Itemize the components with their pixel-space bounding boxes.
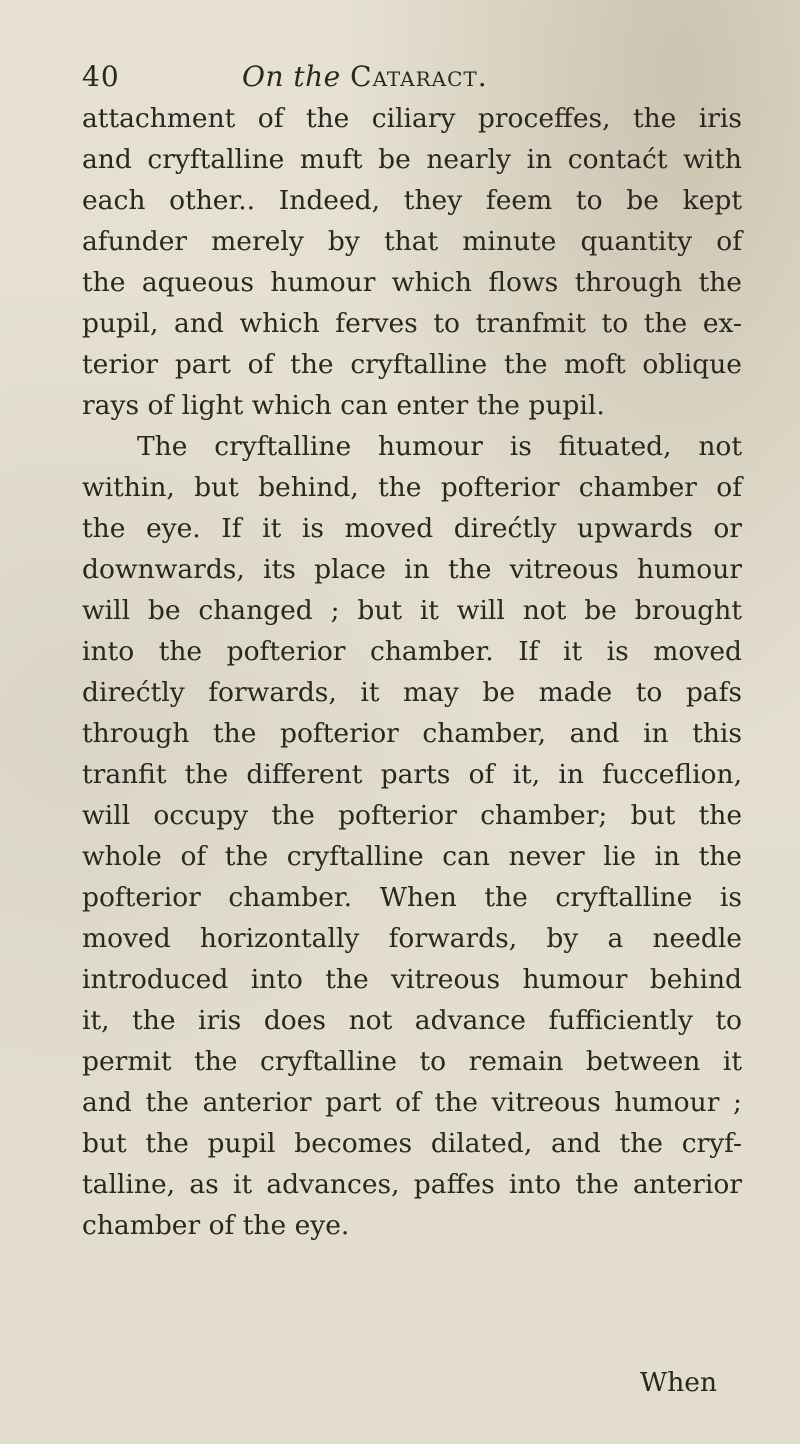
text-line: pofterior chamber. When the cryftalline is [82,882,742,913]
running-head [242,60,488,93]
text-line: The cryftalline humour is fituated, not [137,431,742,462]
page-header [82,60,742,100]
text-line: into the pofterior chamber. If it is moved [82,636,742,667]
page-number: 40 [82,60,120,93]
text-line: pupil, and which ferves to tranfmit to the ex- [82,308,742,339]
text-line: terior part of the cryftalline the moft oblique [82,349,742,380]
text-line: permit the cryftalline to remain between it [82,1046,742,1077]
text-line: whole of the cryftalline can never lie in the [82,841,742,872]
body-text [82,98,742,1246]
text-line: but the pupil becomes dilated, and the cryf- [82,1128,742,1159]
text-line: will occupy the pofterior chamber; but the [82,800,742,831]
text-line: will be changed ; but it will not be brought [82,595,742,626]
text-line: tranfit the different parts of it, in fucceflion, [82,759,742,790]
text-line: and cryftalline muft be nearly in contaćt with [82,144,742,175]
text-line: direćtly forwards, it may be made to pafs [82,677,742,708]
text-line: each other.. Indeed, they feem to be kept [82,185,742,216]
text-line: and the anterior part of the vitreous humour ; [82,1087,742,1118]
text-line: rays of light which can enter the pupil. [82,390,605,421]
text-line: afunder merely by that minute quantity of [82,226,742,257]
text-line: the eye. If it is moved direćtly upwards or [82,513,742,544]
text-line: introduced into the vitreous humour behind [82,964,742,995]
catchword: When [640,1367,718,1398]
text-line: within, but behind, the pofterior chamber of [82,472,742,503]
text-line: the aqueous humour which flows through the [82,267,742,298]
text-line: downwards, its place in the vitreous humour [82,554,742,585]
running-head-prefix: On the [242,60,341,93]
text-line: it, the iris does not advance fufficiently to [82,1005,742,1036]
text-line: talline, as it advances, paffes into the anterior [82,1169,742,1200]
text-line: moved horizontally forwards, by a needle [82,923,742,954]
text-line: chamber of the eye. [82,1210,350,1241]
text-line: attachment of the ciliary proceffes, the iris [82,103,742,134]
text-line: through the pofterior chamber, and in this [82,718,742,749]
running-head-title: Cataract. [350,60,488,93]
